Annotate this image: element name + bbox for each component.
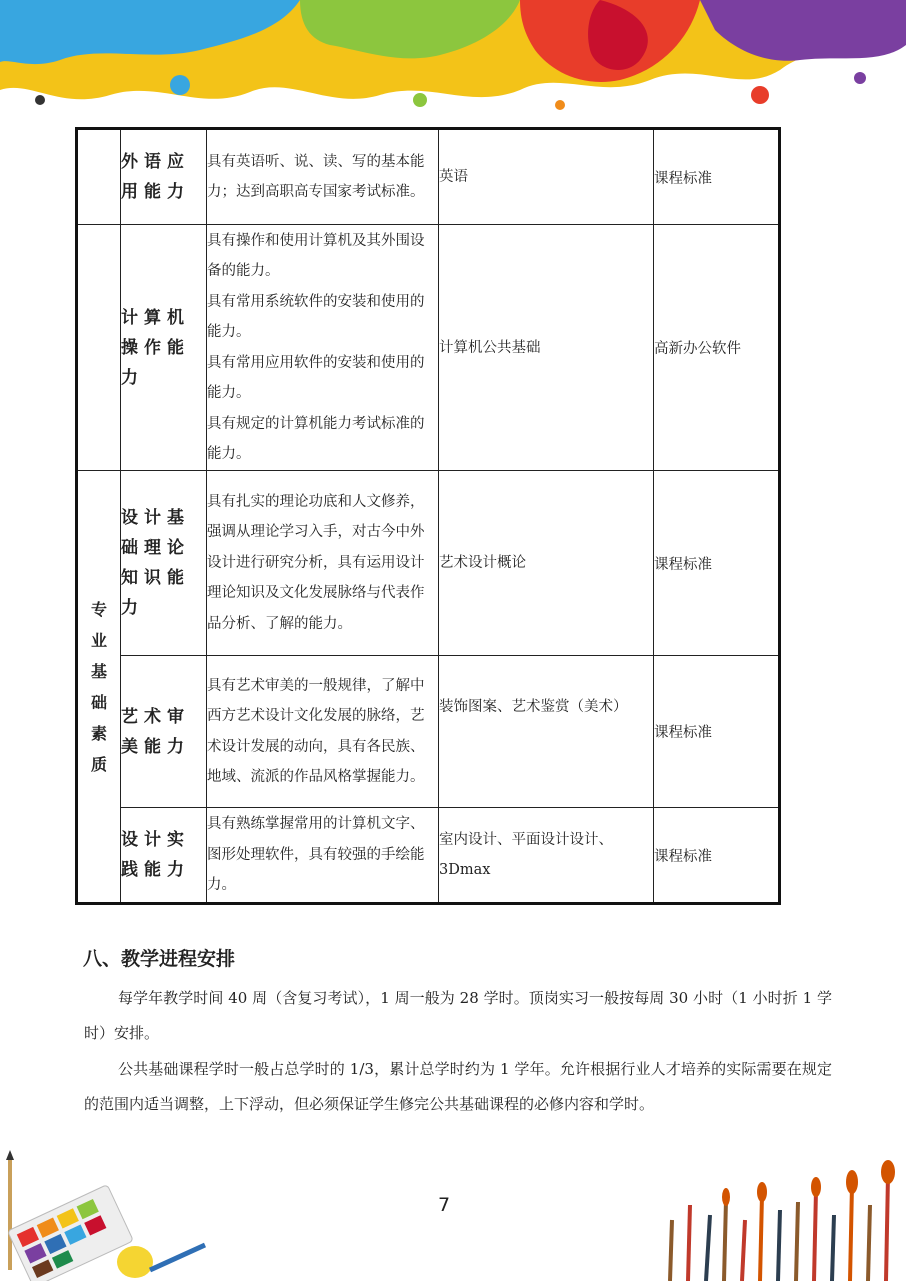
standard-cell: 课程标准: [654, 471, 780, 656]
ability-cell: 外语应用能力: [121, 129, 207, 225]
competency-table: [75, 127, 781, 905]
table-row: [77, 471, 780, 656]
course-cell: 装饰图案、艺术鉴赏（美术）: [439, 656, 654, 808]
paint-brushes-icon: [650, 1160, 906, 1281]
section-heading: 八、教学进程安排: [83, 948, 236, 970]
category-cell-empty: [77, 129, 121, 225]
table-row: [77, 656, 780, 808]
standard-cell: 课程标准: [654, 656, 780, 808]
course-cell: 艺术设计概论: [439, 471, 654, 656]
description-cell: 具有艺术审美的一般规律，了解中西方艺术设计文化发展的脉络，艺术设计发展的动向，具有各民族、地域、流派的作品风格掌握能力。: [207, 656, 439, 808]
ability-cell: 设计实践能力: [121, 808, 207, 904]
description-cell: [207, 225, 439, 471]
ability-cell: 艺术审美能力: [121, 656, 207, 808]
category-cell: [77, 471, 121, 904]
ability-cell: 计算机操作能力: [121, 225, 207, 471]
category-cell-empty: [77, 225, 121, 471]
standard-cell: 高新办公软件: [654, 225, 780, 471]
paint-splash-banner: [0, 0, 906, 125]
description-cell: 具有熟练掌握常用的计算机文字、图形处理软件，具有较强的手绘能力。: [207, 808, 439, 904]
ability-cell: 设计基础理论知识能力: [121, 471, 207, 656]
description-cell: 具有英语听、说、读、写的基本能力；达到高职高专国家考试标准。: [207, 129, 439, 225]
table-row: [77, 129, 780, 225]
page-number: 7: [438, 1194, 451, 1216]
body-paragraph: 公共基础课程学时一般占总学时的 1/3，累计总学时约为 1 学年。允许根据行业人才培养的实际需要在规定的范围内适当调整，上下浮动，但必须保证学生修完公共基础课程的必修内容和学时。: [84, 1060, 832, 1113]
standard-cell: 课程标准: [654, 129, 780, 225]
description-line: 具有操作和使用计算机及其外围设备的能力。: [207, 232, 425, 279]
description-line: 具有常用应用软件的安装和使用的能力。: [207, 354, 425, 401]
course-cell: 计算机公共基础: [439, 225, 654, 471]
category-label: 专业基础素质: [90, 599, 107, 774]
description-line: 具有常用系统软件的安装和使用的能力。: [207, 293, 425, 340]
table-row: [77, 808, 780, 904]
description-line: 具有规定的计算机能力考试标准的能力。: [207, 415, 425, 462]
standard-cell: 课程标准: [654, 808, 780, 904]
course-cell: 室内设计、平面设计设计、3Dmax: [439, 808, 654, 904]
course-cell: 英语: [439, 129, 654, 225]
body-paragraph: 每学年教学时间 40 周（含复习考试），1 周一般为 28 学时。顶岗实习一般按每周 30 小时（1 小时折 1 学时）安排。: [84, 989, 832, 1042]
table-row: [77, 225, 780, 471]
paint-palette-icon: [0, 1150, 220, 1281]
description-cell: 具有扎实的理论功底和人文修养，强调从理论学习入手，对古今中外设计进行研究分析，具有运用设计理论知识及文化发展脉络与代表作品分析、了解的能力。: [207, 471, 439, 656]
